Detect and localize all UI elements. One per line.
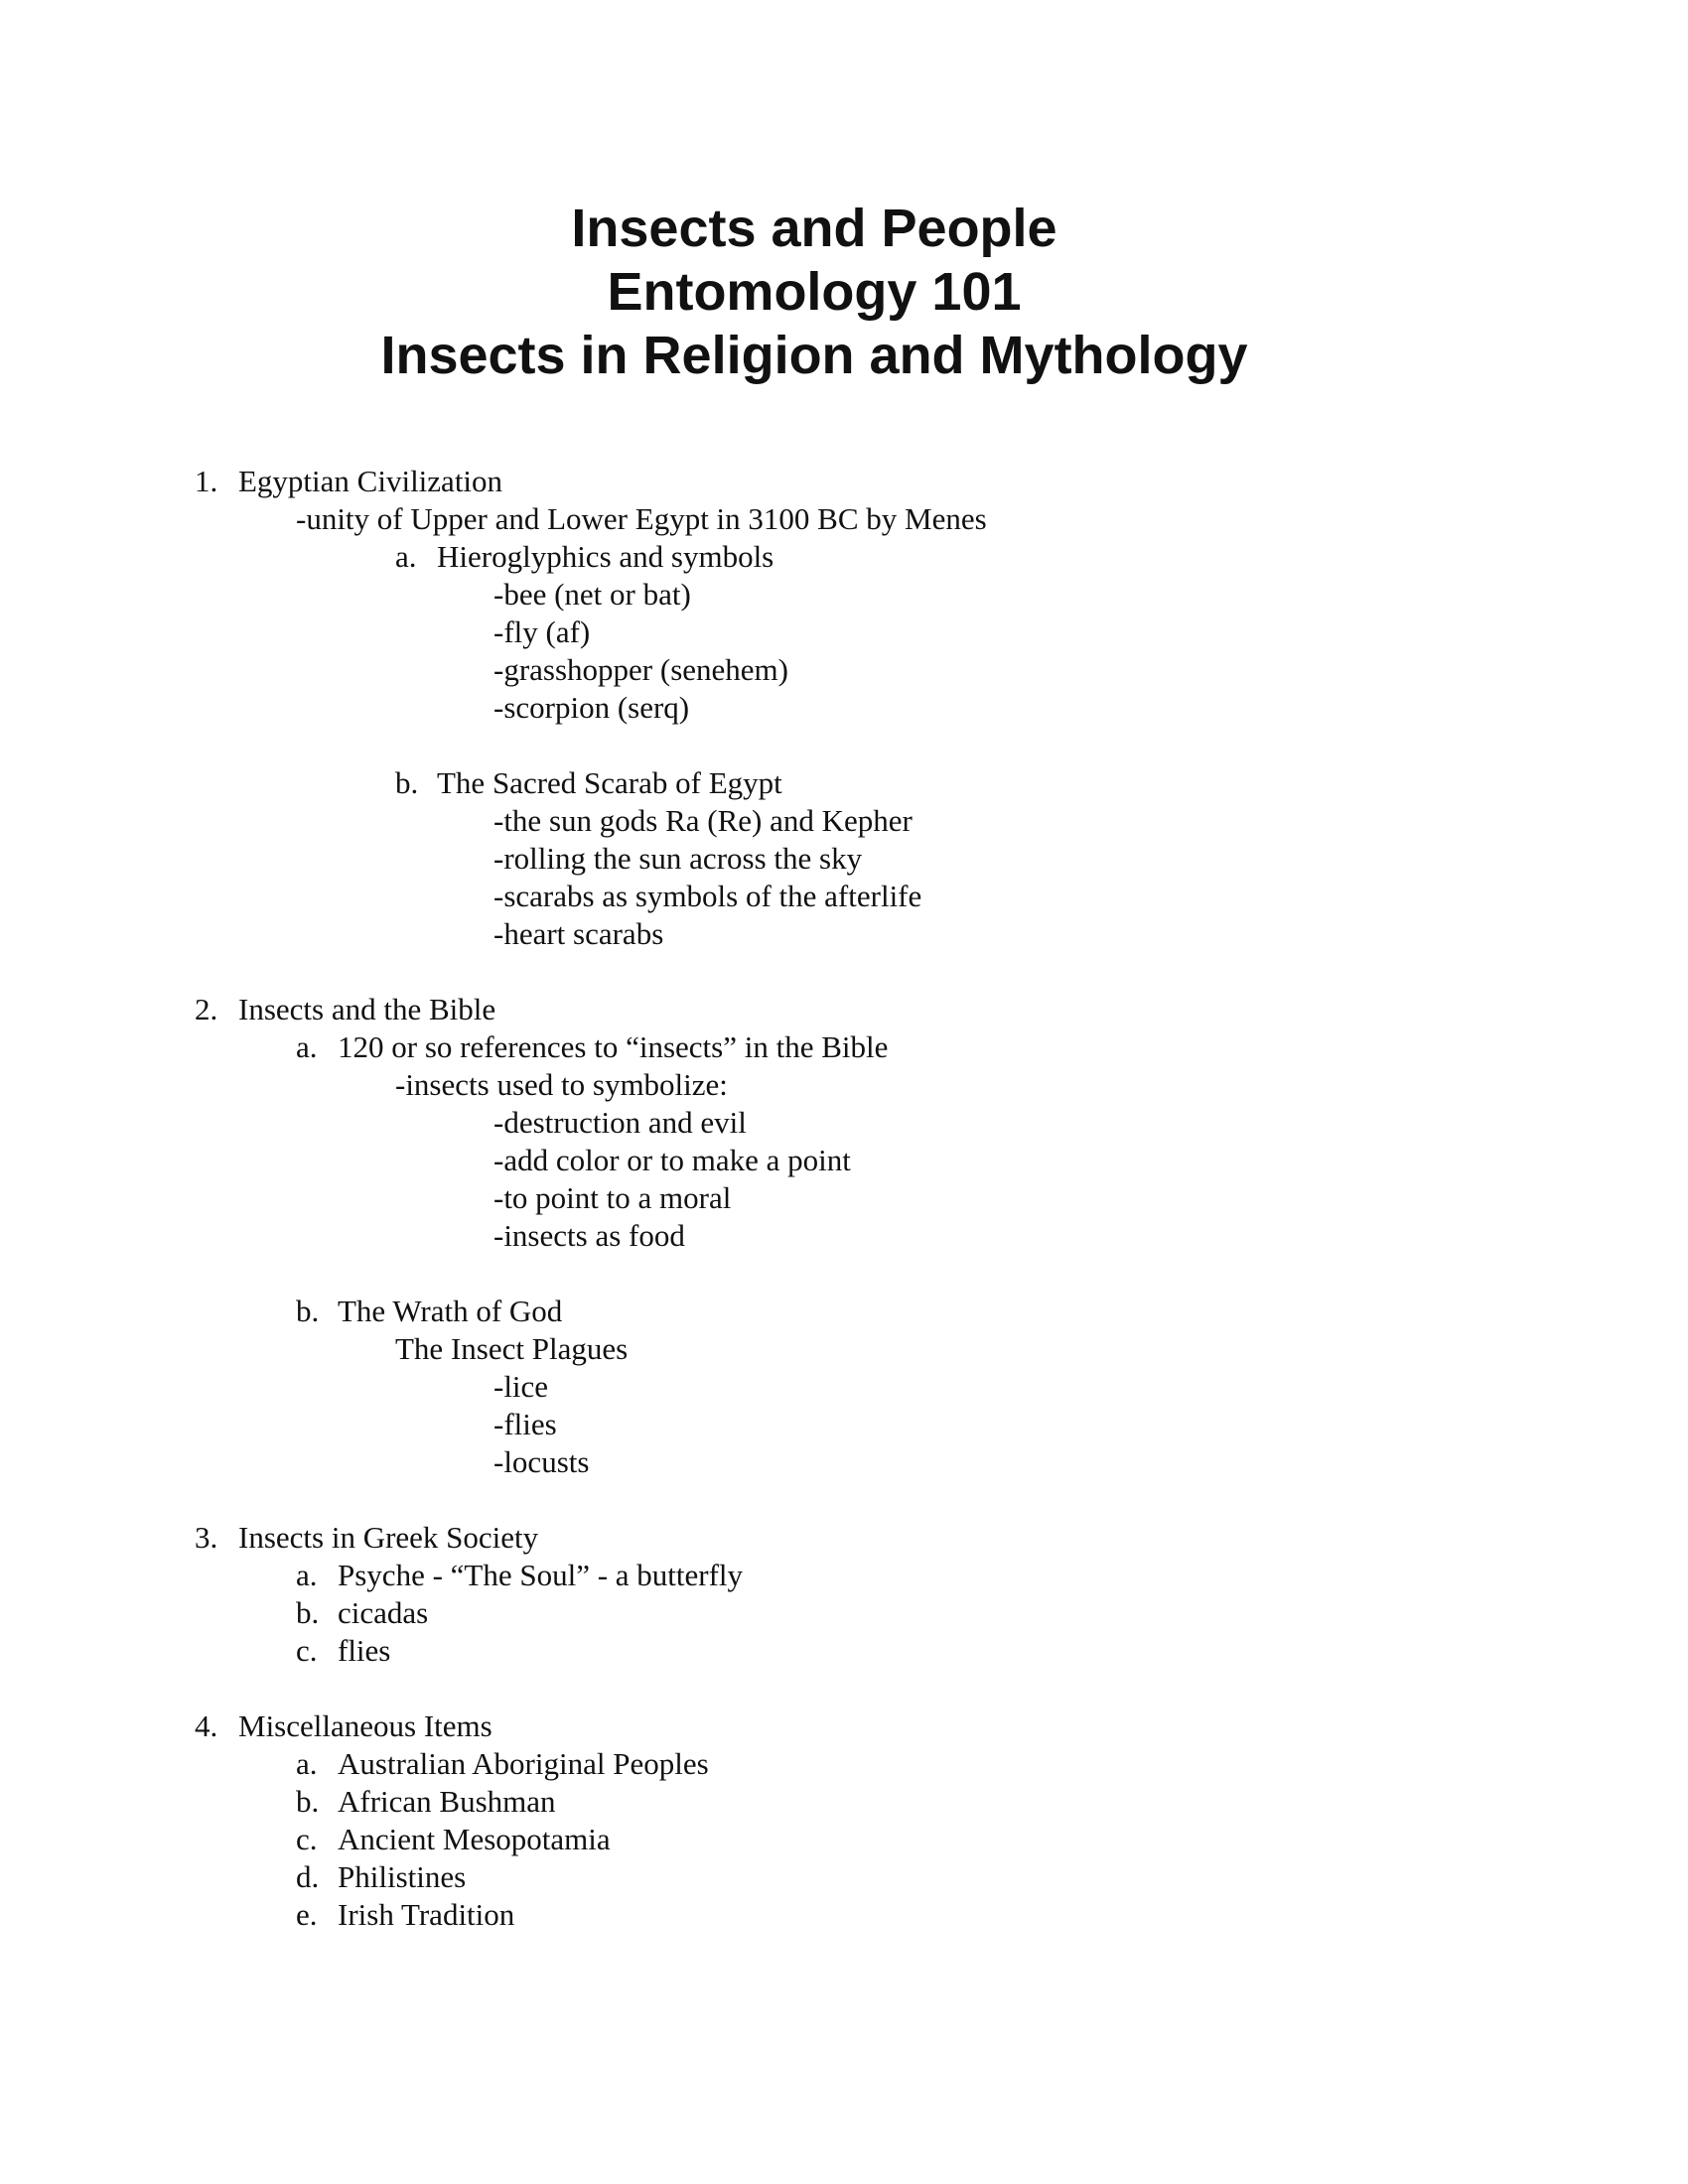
item-text: African Bushman — [338, 1784, 556, 1819]
section-3-number: 3. — [195, 1520, 218, 1555]
list-item: -flies — [493, 1407, 557, 1441]
section-3-item — [296, 1632, 390, 1670]
section-1b-title: The Sacred Scarab of Egypt — [437, 765, 782, 800]
list-item: -heart scarabs — [493, 916, 664, 951]
section-2a-note: -insects used to symbolize: — [395, 1067, 728, 1102]
item-letter: c. — [296, 1822, 318, 1856]
section-2a-title: 120 or so references to “insects” in the Bible — [338, 1029, 889, 1064]
section-1a-heading — [395, 538, 774, 576]
list-item: -fly (af) — [493, 614, 591, 649]
section-4-item — [296, 1783, 556, 1821]
section-4-title: Miscellaneous Items — [238, 1708, 492, 1743]
title-line-3: Insects in Religion and Mythology — [380, 326, 1248, 385]
title-line-1: Insects and People — [571, 199, 1057, 258]
section-1b-letter: b. — [395, 765, 419, 800]
section-1-title: Egyptian Civilization — [238, 464, 503, 498]
section-4-item — [296, 1821, 611, 1858]
item-text: Philistines — [338, 1859, 467, 1894]
item-letter: c. — [296, 1633, 318, 1668]
item-text: Ancient Mesopotamia — [338, 1822, 611, 1856]
item-text: Psyche - “The Soul” - a butterfly — [338, 1558, 744, 1592]
section-4-number: 4. — [195, 1708, 218, 1743]
list-item: -insects as food — [493, 1218, 685, 1253]
section-2b-note: The Insect Plagues — [395, 1331, 629, 1366]
section-1a-title: Hieroglyphics and symbols — [437, 539, 774, 574]
section-2b-title: The Wrath of God — [338, 1294, 563, 1328]
section-2-number: 2. — [195, 992, 218, 1026]
section-2a-heading — [296, 1028, 888, 1066]
item-letter: d. — [296, 1859, 320, 1894]
section-1a-letter: a. — [395, 539, 417, 574]
section-1-heading — [195, 463, 502, 500]
section-4-item — [296, 1858, 466, 1896]
list-item: -destruction and evil — [493, 1105, 747, 1140]
section-3-heading — [195, 1519, 538, 1557]
section-2a-letter: a. — [296, 1029, 318, 1064]
section-3-item — [296, 1557, 743, 1594]
item-letter: a. — [296, 1746, 318, 1781]
list-item: -add color or to make a point — [493, 1143, 851, 1177]
section-4-heading — [195, 1707, 492, 1745]
item-letter: b. — [296, 1595, 320, 1630]
item-letter: e. — [296, 1897, 318, 1932]
item-letter: b. — [296, 1784, 320, 1819]
section-4-item — [296, 1745, 709, 1783]
list-item: -rolling the sun across the sky — [493, 841, 863, 876]
item-text: flies — [338, 1633, 391, 1668]
list-item: -grasshopper (senehem) — [493, 652, 788, 687]
list-item: -the sun gods Ra (Re) and Kepher — [493, 803, 913, 838]
section-1-number: 1. — [195, 464, 218, 498]
section-1-note: -unity of Upper and Lower Egypt in 3100 BC by Menes — [296, 501, 987, 536]
section-4-item — [296, 1896, 514, 1934]
list-item: -lice — [493, 1369, 549, 1404]
title-line-2: Entomology 101 — [607, 262, 1022, 322]
section-2-heading — [195, 991, 495, 1028]
section-2b-letter: b. — [296, 1294, 320, 1328]
section-3-item — [296, 1594, 428, 1632]
item-text: cicadas — [338, 1595, 429, 1630]
item-text: Australian Aboriginal Peoples — [338, 1746, 709, 1781]
list-item: -locusts — [493, 1444, 590, 1479]
list-item: -scarabs as symbols of the afterlife — [493, 879, 922, 913]
item-text: Irish Tradition — [338, 1897, 515, 1932]
list-item: -bee (net or bat) — [493, 577, 691, 612]
list-item: -to point to a moral — [493, 1180, 732, 1215]
section-2b-heading — [296, 1293, 562, 1330]
section-3-title: Insects in Greek Society — [238, 1520, 539, 1555]
item-letter: a. — [296, 1558, 318, 1592]
section-1b-heading — [395, 764, 782, 802]
list-item: -scorpion (serq) — [493, 690, 690, 725]
section-2-title: Insects and the Bible — [238, 992, 496, 1026]
